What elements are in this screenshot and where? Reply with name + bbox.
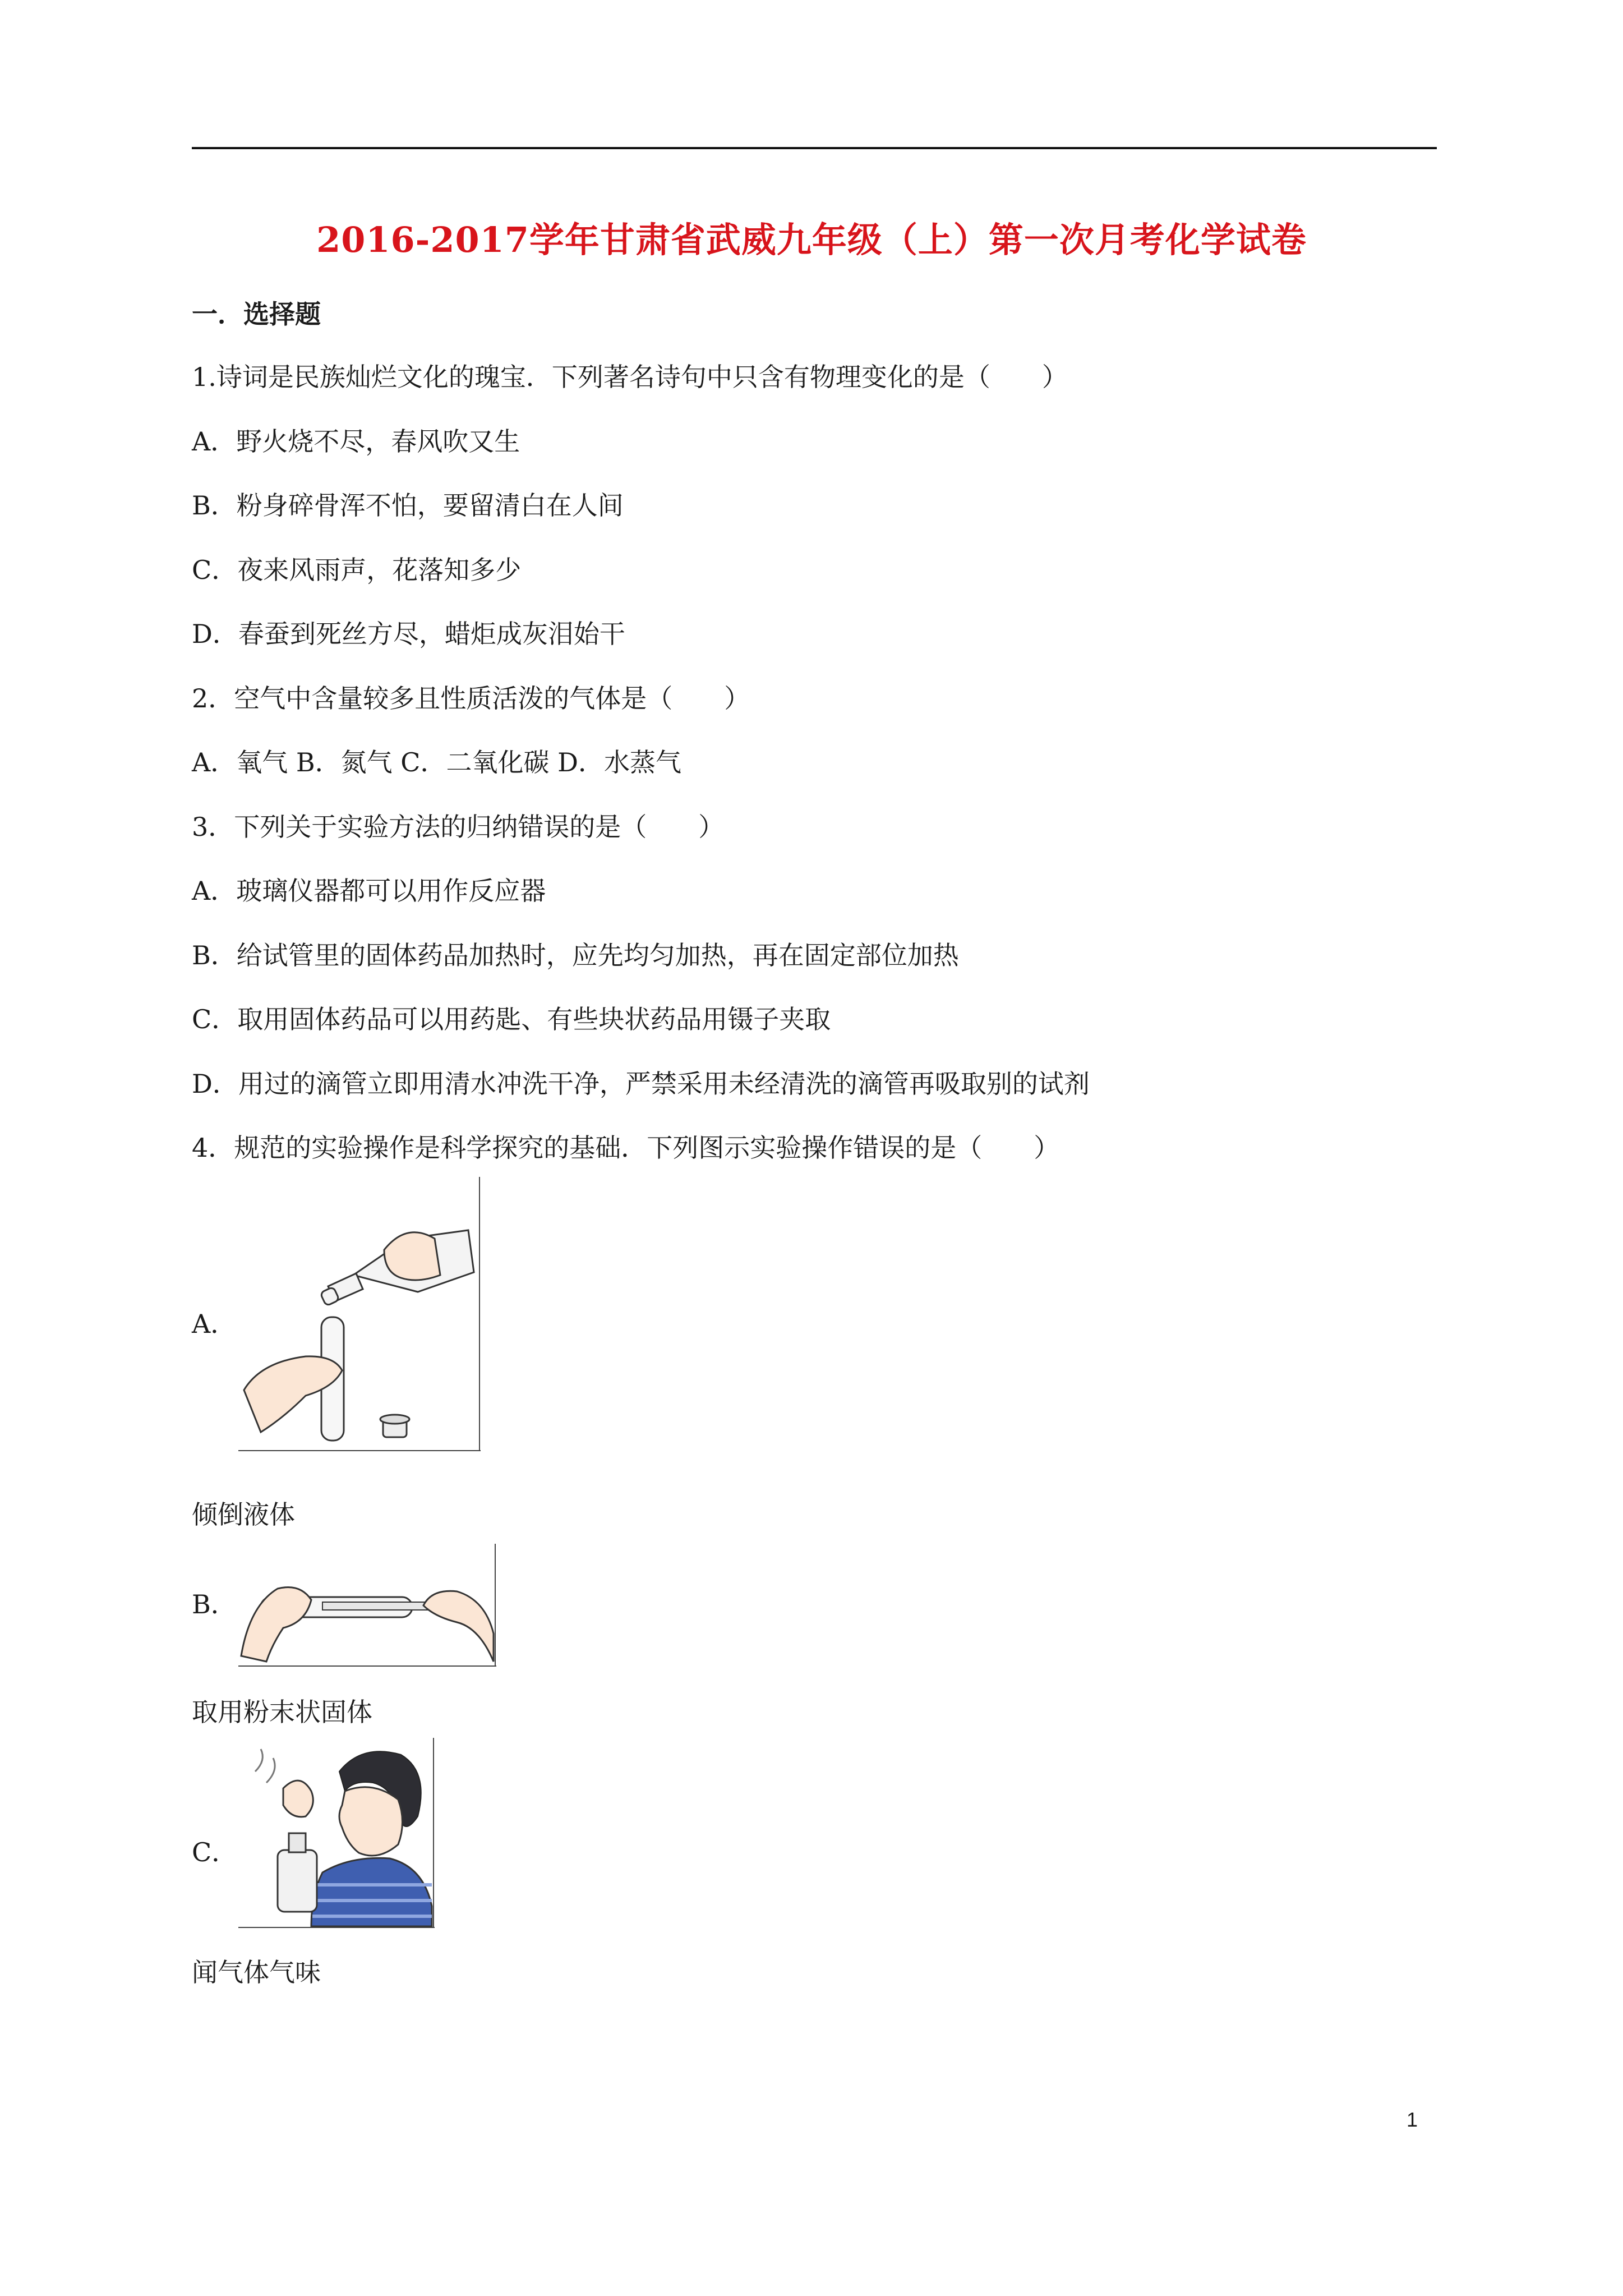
q3-stem: 3．下列关于实验方法的归纳错误的是（ ） [192,812,725,842]
q4-option-c-label: C． [192,1837,238,1867]
q1-option-a: A．野火烧不尽，春风吹又生 [192,426,520,457]
section-heading: 一．选择题 [192,299,321,329]
q1-option-c: C．夜来风雨声，花落知多少 [192,555,522,585]
q1-option-d: D．春蚕到死丝方尽，蜡炬成灰泪始干 [192,619,625,649]
q1-option-b: B．粉身碎骨浑不怕，要留清白在人间 [192,490,624,521]
q3-option-a: A．玻璃仪器都可以用作反应器 [192,876,546,906]
q3-option-d: D．用过的滴管立即用清水冲洗干净，严禁采用未经清洗的滴管再吸取别的试剂 [192,1069,1090,1099]
q1-stem: 1.诗词是民族灿烂文化的瑰宝．下列著名诗句中只含有物理变化的是（ ） [192,362,1068,392]
page-number: 1 [1407,2108,1418,2131]
q4-option-b-caption: 取用粉末状固体 [192,1697,372,1727]
pouring-liquid-figure [238,1177,481,1452]
powder-solid-figure [238,1544,496,1667]
q2-stem: 2．空气中含量较多且性质活泼的气体是（ ） [192,683,750,714]
header-rule [192,147,1437,149]
q2-options: A．氧气 B．氮气 C．二氧化碳 D．水蒸气 [192,747,681,777]
page-title: 2016-2017学年甘肃省武威九年级（上）第一次月考化学试卷 [316,219,1307,260]
smell-gas-figure [238,1738,435,1929]
q4-option-a-caption: 倾倒液体 [192,1499,295,1530]
q3-option-c: C．取用固体药品可以用药匙、有些块状药品用镊子夹取 [192,1004,831,1034]
q4-stem: 4．规范的实验操作是科学探究的基础．下列图示实验操作错误的是（ ） [192,1133,1060,1163]
q3-option-b: B．给试管里的固体药品加热时，应先均匀加热，再在固定部位加热 [192,940,959,970]
q4-option-b-label: B． [192,1589,237,1619]
q4-option-a-label: A． [192,1309,237,1339]
q4-option-c-caption: 闻气体气味 [192,1957,321,1987]
